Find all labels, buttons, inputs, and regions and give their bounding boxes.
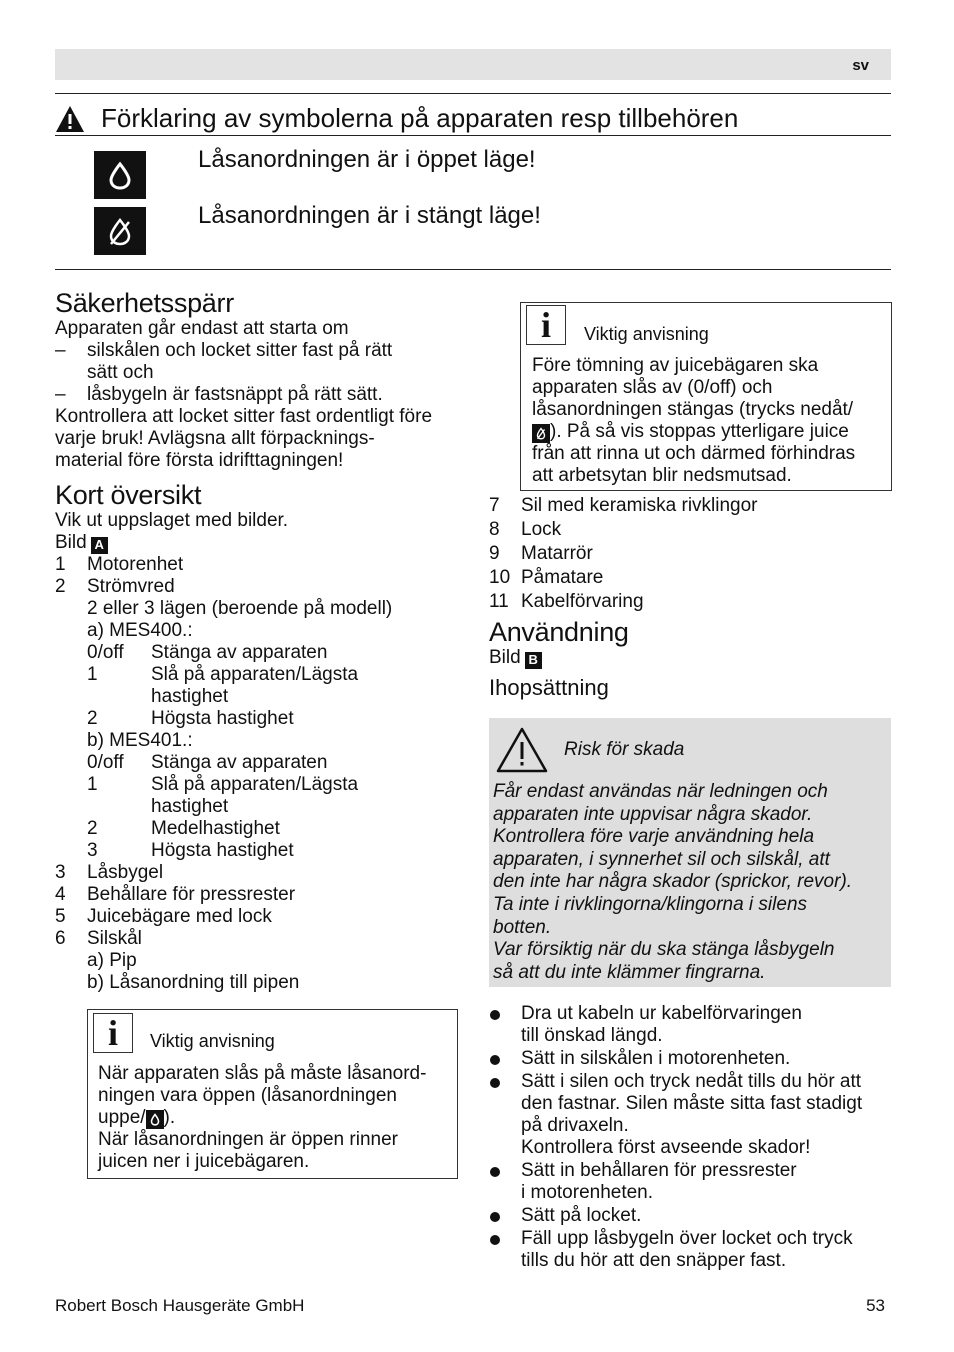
assembly-steps	[489, 1003, 891, 1272]
list-item: Sätt i silen och tryck nedåt tills du hör att den fastnar. Silen måste sitta fast stadigt på drivaxeln. Kontrollera först avseende skador!	[489, 1071, 891, 1159]
drop-closed-icon	[94, 207, 146, 255]
figure-ref: Bild B	[489, 647, 891, 669]
bullet-icon	[489, 1003, 521, 1047]
list-item: 2 Strömvred	[55, 576, 175, 597]
figure-letter-badge: B	[525, 652, 542, 669]
warning-body: Får endast användas när ledningen och apparaten inte uppvisar några skador. Kontrollera före varje användning hela apparaten, i synnerhet sil och silskål, att den inte har några skador (sprickor, revor). Ta inte i rivklingorna/klingorna i silens botten. Var försiktig när du ska stänga låsbygeln så att du inte klämmer fingrarna.	[493, 781, 853, 983]
divider	[55, 135, 891, 136]
language-bar	[55, 49, 891, 80]
list-item: Dra ut kabeln ur kabelförvaringen till önskad längd.	[489, 1003, 891, 1047]
symbol-open-text: Låsanordningen är i öppet läge!	[198, 146, 536, 173]
list-item: 6 Silskål	[55, 928, 142, 949]
figure-letter-badge: A	[91, 537, 108, 554]
usage-heading: Användning	[489, 617, 629, 647]
list-item: 4 Behållare för pressrester	[55, 884, 296, 905]
symbols-title	[55, 103, 738, 134]
divider	[55, 93, 891, 94]
list-item: Sätt på locket.	[489, 1205, 891, 1227]
page-number: 53	[866, 1296, 885, 1315]
warning-icon	[55, 105, 85, 133]
symbols-title-text: Förklaring av symbolerna på apparaten resp tillbehören	[101, 103, 739, 133]
model-b-positions: 0/off Stänga av apparaten 1 Slå på apparaten/Lägsta hastighet 2 Medelhastighet 3 Högsta hastighet	[87, 752, 359, 861]
note-box	[520, 302, 892, 491]
safety-paragraph: Kontrollera att locket sitter fast ordentligt före varje bruk! Avlägsna allt förpacknings- material före första idrifttagningen!	[55, 406, 433, 471]
safety-intro: Apparaten går endast att starta om	[55, 318, 349, 339]
footer-company: Robert Bosch Hausgeräte GmbH	[55, 1296, 305, 1315]
list-item: Sätt in silskålen i motorenheten.	[489, 1048, 891, 1070]
warning-icon	[495, 726, 549, 774]
bullet-icon	[489, 1205, 521, 1227]
bullet-icon	[489, 1228, 521, 1272]
figure-ref: Bild A	[55, 532, 460, 554]
drop-open-icon	[146, 1110, 164, 1129]
note-body: Före tömning av juicebägaren ska apparaten slås av (0/off) och låsanordningen stängas (trycks nedåt/ ). På så vis stoppas ytterligare juice från att rinna ut och därmed förhindras att arbetsytan blir nedsmutsad.	[532, 355, 856, 486]
note-box	[87, 1009, 458, 1179]
note-body: När apparaten slås på måste låsanord- ningen vara öppen (låsanordningen uppe/ ). När låsanordningen är öppen rinner juicen ner i juicebägaren.	[98, 1063, 427, 1172]
bullet-icon	[489, 1071, 521, 1159]
info-icon: i	[526, 305, 566, 345]
list-item: 3 Låsbygel	[55, 862, 164, 883]
info-icon: i	[93, 1013, 133, 1053]
list-item: 1 Motorenhet	[55, 554, 184, 575]
list-item: 8 Lock	[489, 519, 562, 540]
list-item: – låsbygeln är fastsnäppt på rätt sätt.	[55, 384, 383, 405]
bullet-icon	[489, 1160, 521, 1204]
fold-note: Vik ut uppslaget med bilder.	[55, 510, 289, 531]
warning-box	[489, 718, 891, 987]
assembly-heading: Ihopsättning	[489, 675, 609, 700]
note-title: Viktig anvisning	[584, 324, 709, 344]
language-badge: sv	[852, 57, 869, 74]
drop-closed-icon	[532, 424, 550, 443]
list-item: 5 Juicebägare med lock	[55, 906, 272, 927]
right-column	[489, 495, 891, 699]
safety-heading: Säkerhetsspärr	[55, 288, 234, 318]
model-a-positions: 0/off Stänga av apparaten 1 Slå på apparaten/Lägsta hastighet 2 Högsta hastighet	[87, 642, 359, 729]
bullet-icon	[489, 1048, 521, 1070]
symbol-closed-text: Låsanordningen är i stängt läge!	[198, 202, 541, 229]
note-title: Viktig anvisning	[150, 1031, 275, 1051]
list-item: 10 Påmatare	[489, 567, 604, 588]
warning-title: Risk för skada	[564, 739, 685, 760]
divider	[55, 269, 891, 270]
overview-heading: Kort översikt	[55, 480, 202, 510]
list-item: 9 Matarrör	[489, 543, 593, 564]
list-item: – silskålen och locket sitter fast på rätt sätt och	[55, 340, 393, 383]
left-column: Säkerhetsspärr Apparaten går endast att starta om – silskålen och locket sitter fast på rätt sätt och – låsbygeln är fastsnäppt på rätt sätt. Kontrollera att locket sitter fast ordentligt före varje bruk! Avlägsna allt förpacknings- material före första idrifttagningen! Kort översikt Vik ut uppslaget med bilder. Bild A 1 Motorenhet 2 Strömvred 2 eller 3 lägen (beroende på modell) a) MES400.: 0/off Stänga av apparaten 1 Slå på apparaten/Lägsta hastighet 2 Högsta hastighet b) MES401.: 0/off Stänga av apparaten 1 Slå på apparaten/Lägsta hastighet 2 Medelhastighet 3 Högsta hastighet 3 Låsbygel 4 Behållare för pressrester 5 Juicebägare med lock 6 Silskål a) Pip b) Låsanordning till pipen	[55, 288, 460, 994]
drop-open-icon	[94, 151, 146, 199]
list-item: 11 Kabelförvaring	[489, 591, 644, 612]
list-item: 7 Sil med keramiska rivklingor	[489, 495, 758, 516]
list-item: Fäll upp låsbygeln över locket och tryck tills du hör att den snäpper fast.	[489, 1228, 891, 1272]
list-item: Sätt in behållaren för pressrester i motorenheten.	[489, 1160, 891, 1204]
